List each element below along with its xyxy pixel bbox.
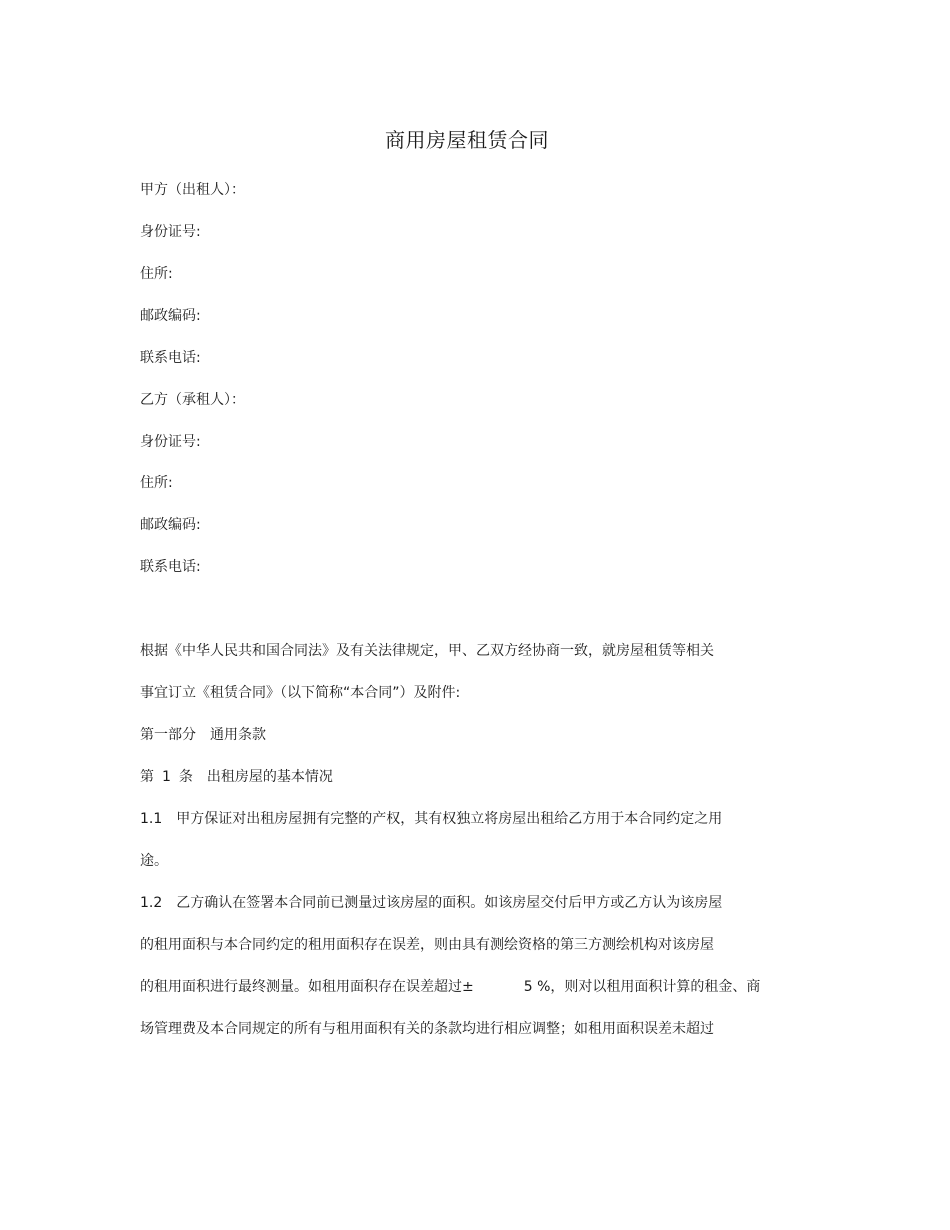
part-one-label: 第一部分 xyxy=(140,727,196,743)
article-1-number: 1 xyxy=(162,769,171,785)
article-1-prefix: 第 xyxy=(140,769,154,785)
party-a-postal-code: 邮政编码: xyxy=(140,308,201,324)
clause-1-2-line-3 xyxy=(140,978,760,996)
party-b-id-number: 身份证号: xyxy=(140,434,201,450)
clause-1-2-line-4: 场管理费及本合同规定的所有与租用面积有关的条款均进行相应调整；如租用面积误差未超过 xyxy=(140,1021,714,1037)
part-one-name: 通用条款 xyxy=(210,727,266,743)
clause-1-2-text-3a: 的租用面积进行最终测量。如租用面积存在误差超过± xyxy=(140,979,474,995)
clause-1-1-text-1: 甲方保证对出租房屋拥有完整的产权，其有权独立将房屋出租给乙方用于本合同约定之用 xyxy=(176,811,723,827)
clause-1-2-text-1: 乙方确认在签署本合同前已测量过该房屋的面积。如该房屋交付后甲方或乙方认为该房屋 xyxy=(176,895,723,911)
clause-1-1-line-1 xyxy=(140,810,722,828)
party-b-phone: 联系电话: xyxy=(140,559,201,575)
party-a-address: 住所: xyxy=(140,266,173,282)
clause-1-2-number: 1.2 xyxy=(140,895,163,911)
party-b-postal-code: 邮政编码: xyxy=(140,517,201,533)
clause-1-1-line-2: 途。 xyxy=(140,853,168,869)
party-a-heading: 甲方（出租人）： xyxy=(140,182,245,198)
article-1-heading xyxy=(140,768,333,786)
party-b-heading: 乙方（承租人）： xyxy=(140,392,245,408)
preamble-line-2: 事宜订立《租赁合同》（以下简称“本合同”）及附件: xyxy=(140,685,461,701)
party-a-phone: 联系电话: xyxy=(140,350,201,366)
clause-1-2-line-2: 的租用面积与本合同约定的租用面积存在误差，则由具有测绘资格的第三方测绘机构对该房屋 xyxy=(140,937,714,953)
preamble-line-1: 根据《中华人民共和国合同法》及有关法律规定，甲、乙双方经协商一致，就房屋租赁等相关 xyxy=(140,643,714,659)
article-1-title: 出租房屋的基本情况 xyxy=(206,769,333,785)
party-a-id-number: 身份证号: xyxy=(140,224,201,240)
clause-1-2-text-3b: 5 %，则对以租用面积计算的租金、商 xyxy=(523,979,761,995)
document-title: 商用房屋租赁合同 xyxy=(385,128,549,152)
clause-1-1-number: 1.1 xyxy=(140,811,163,827)
clause-1-2-line-1 xyxy=(140,894,722,912)
article-1-suffix: 条 xyxy=(178,769,193,785)
party-b-address: 住所: xyxy=(140,475,173,491)
part-one-heading xyxy=(140,726,266,744)
